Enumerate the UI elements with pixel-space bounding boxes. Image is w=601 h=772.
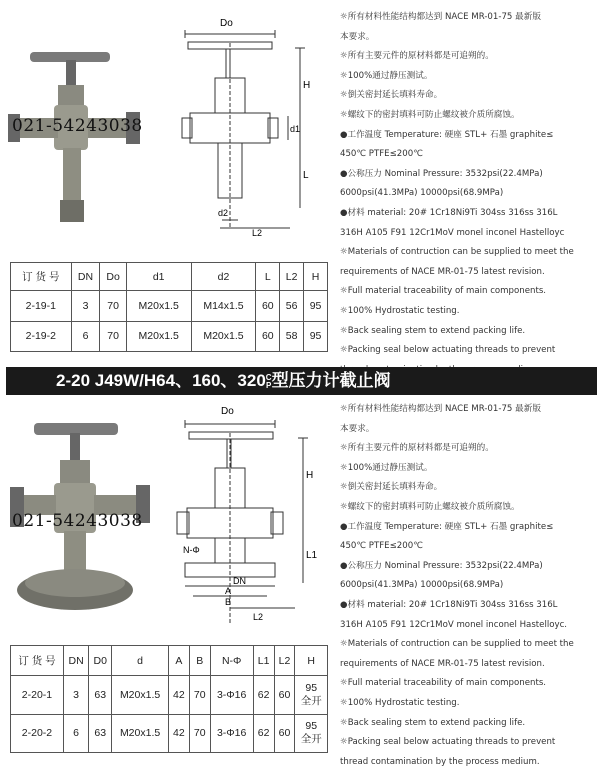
table-cell: 60: [256, 321, 280, 352]
h-note: 全开: [300, 733, 322, 746]
table-header-cell: B: [189, 646, 210, 676]
table-header-cell: L2: [274, 646, 295, 676]
note-line: ☼倒关密封延长填料寿命。: [340, 90, 443, 101]
table-header-cell: N-Φ: [210, 646, 253, 676]
table-cell: 62: [253, 714, 274, 753]
table-row: [11, 714, 328, 753]
note-line: ☼Back sealing stem to extend packing life.: [340, 325, 526, 336]
table-cell: M20x1.5: [191, 321, 256, 352]
table-header-cell: L2: [280, 263, 304, 291]
note-line: ☼100% Hydrostatic testing.: [340, 305, 460, 316]
table-cell: 6: [71, 321, 100, 352]
table-header-cell: A: [168, 646, 189, 676]
table-cell: 42: [168, 714, 189, 753]
h-value: 95: [305, 681, 318, 694]
table-header-cell: 订 货 号: [11, 646, 64, 676]
note-line: ☼Back sealing stem to extend packing life.: [340, 717, 526, 728]
banner-suffix: 型压力计截止阀: [271, 371, 391, 390]
order-table-bottom: [10, 645, 328, 753]
table-cell: 2-19-1: [11, 291, 72, 322]
note-line: ●材料 material: 20# 1Cr18Ni9Ti 304ss 316ss 316L: [340, 599, 558, 610]
note-line: 本要求。: [340, 423, 375, 434]
note-line: ●材料 material: 20# 1Cr18Ni9Ti 304ss 316ss 316L: [340, 207, 558, 218]
phone-number-top: 021-54243038: [12, 116, 143, 136]
table-header-cell: 订 货 号: [11, 263, 72, 291]
table-cell: 60: [256, 291, 280, 322]
table-cell: 63: [89, 714, 112, 753]
table-cell: 70: [100, 321, 126, 352]
table-header-cell: L1: [253, 646, 274, 676]
table-cell: 3-Φ16: [210, 714, 253, 753]
table-header-cell: d: [112, 646, 169, 676]
note-line: 316H A105 F91 12Cr1MoV monel inconel Hastelloyc: [340, 227, 565, 238]
table-cell: 3: [63, 676, 88, 715]
note-line: ☼Full material traceability of main components.: [340, 286, 547, 297]
note-line: requirements of NACE MR-01-75 latest revision.: [340, 658, 545, 669]
table-header-cell: D0: [89, 646, 112, 676]
table-cell: 2-19-2: [11, 321, 72, 352]
valve-drawing-top: [180, 8, 330, 238]
note-line: ☼Packing seal below actuating threads to prevent: [340, 737, 556, 748]
banner-prefix: 2-20 J49W/H64、160、320: [56, 371, 266, 390]
note-line: ●工作温度 Temperature: 硬座 STL+ 石墨 graphite≤: [340, 129, 554, 140]
table-cell: 3-Φ16: [210, 676, 253, 715]
table-cell: M14x1.5: [191, 291, 256, 322]
note-line: ☼Materials of contruction can be supplied to meet the: [340, 247, 574, 258]
table-header-cell: H: [295, 646, 328, 676]
banner-cp-top: C: [265, 372, 272, 382]
note-line: thread contamination by the process medium.: [340, 756, 540, 767]
note-line: 450℃ PTFE≤200℃: [340, 541, 423, 552]
note-line: ☼螺纹下的密封填料可防止螺纹被介质所腐蚀。: [340, 501, 520, 512]
table-header-cell: d1: [126, 263, 191, 291]
note-line: ☼Materials of contruction can be supplied to meet the: [340, 639, 574, 650]
note-line: ☼100%通过静压测试。: [340, 462, 433, 473]
note-line: ☼100% Hydrostatic testing.: [340, 697, 460, 708]
note-line: requirements of NACE MR-01-75 latest revision.: [340, 266, 545, 277]
dim-do: Do: [220, 18, 233, 29]
dim-dn-2: DN: [233, 576, 246, 586]
table-cell: M20x1.5: [112, 714, 169, 753]
table-cell: 60: [274, 676, 295, 715]
table-cell: 60: [274, 714, 295, 753]
note-line: 6000psi(41.3MPa) 10000psi(68.9MPa): [340, 580, 504, 591]
note-line: ●公称压力 Nominal Pressure: 3532psi(22.4MPa): [340, 560, 543, 571]
table-cell: M20x1.5: [112, 676, 169, 715]
dim-nphi-2: N-Φ: [183, 545, 200, 555]
table-row: [11, 321, 328, 352]
dim-l2: L2: [252, 228, 263, 238]
note-line: ☼螺纹下的密封填料可防止螺纹被介质所腐蚀。: [340, 109, 520, 120]
note-line: ☼所有主要元件的原材料都是可追朔的。: [340, 443, 494, 454]
table-cell: 95: [304, 321, 328, 352]
note-line: 450℃ PTFE≤200℃: [340, 149, 423, 160]
dim-l1-2: L1: [306, 550, 318, 561]
table-cell: 70: [189, 676, 210, 715]
dim-a-2: A: [225, 586, 232, 596]
dim-do-2: Do: [221, 406, 234, 417]
note-line: 本要求。: [340, 31, 375, 42]
table-cell: 70: [189, 714, 210, 753]
table-header-cell: L: [256, 263, 280, 291]
h-note: 全开: [300, 694, 322, 707]
table-cell: M20x1.5: [126, 321, 191, 352]
table-row: [11, 291, 328, 322]
table-cell: 63: [89, 676, 112, 715]
section-banner: [6, 367, 597, 395]
note-line: 6000psi(41.3MPa) 10000psi(68.9MPa): [340, 188, 504, 199]
note-line: ●公称压力 Nominal Pressure: 3532psi(22.4MPa): [340, 168, 543, 179]
table-cell: 56: [280, 291, 304, 322]
table-header-row: [11, 646, 328, 676]
dim-h: H: [303, 80, 311, 91]
table-header-cell: H: [304, 263, 328, 291]
table-header-cell: DN: [71, 263, 100, 291]
valve-drawing-bottom: [175, 398, 335, 628]
phone-number-bottom: 021-54243038: [12, 511, 143, 531]
table-row: [11, 676, 328, 715]
dim-l2-2: L2: [253, 612, 264, 622]
table-header-cell: d2: [191, 263, 256, 291]
note-line: ☼100%通过静压测试。: [340, 70, 433, 81]
dim-b-2: B: [225, 597, 232, 607]
table-cell: 42: [168, 676, 189, 715]
note-line: ☼倒关密封延长填料寿命。: [340, 482, 443, 493]
note-line: ●工作温度 Temperature: 硬座 STL+ 石墨 graphite≤: [340, 521, 554, 532]
table-cell: 2-20-2: [11, 714, 64, 753]
order-table-top: [10, 262, 328, 352]
table-header-cell: DN: [63, 646, 88, 676]
table-cell: 95: [304, 291, 328, 322]
note-line: ☼Full material traceability of main components.: [340, 678, 547, 689]
table-header-row: [11, 263, 328, 291]
h-value: 95: [305, 720, 318, 733]
table-cell: 70: [100, 291, 126, 322]
dim-l: L: [303, 170, 309, 181]
table-cell: 6: [63, 714, 88, 753]
table-header-cell: Do: [100, 263, 126, 291]
note-line: ☼Packing seal below actuating threads to prevent: [340, 345, 556, 356]
table-cell: 62: [253, 676, 274, 715]
note-line: ☼所有主要元件的原材料都是可追朔的。: [340, 51, 494, 62]
dim-h-2: H: [306, 470, 314, 481]
notes-top: [340, 8, 601, 380]
note-line: ☼所有材料性能结构都达到 NACE MR-01-75 最新版: [340, 12, 541, 22]
note-line: 316H A105 F91 12Cr1MoV monel inconel Hastelloyc.: [340, 619, 568, 630]
table-cell: 58: [280, 321, 304, 352]
dim-d1: d1: [290, 124, 301, 134]
table-cell-h: [295, 714, 328, 753]
table-cell: 2-20-1: [11, 676, 64, 715]
banner-cp-bottom: P: [266, 380, 272, 390]
table-cell: M20x1.5: [126, 291, 191, 322]
table-cell: 3: [71, 291, 100, 322]
dim-d2: d2: [218, 208, 229, 218]
notes-bottom: [340, 400, 601, 772]
table-cell-h: [295, 676, 328, 715]
note-line: ☼所有材料性能结构都达到 NACE MR-01-75 最新版: [340, 404, 541, 414]
